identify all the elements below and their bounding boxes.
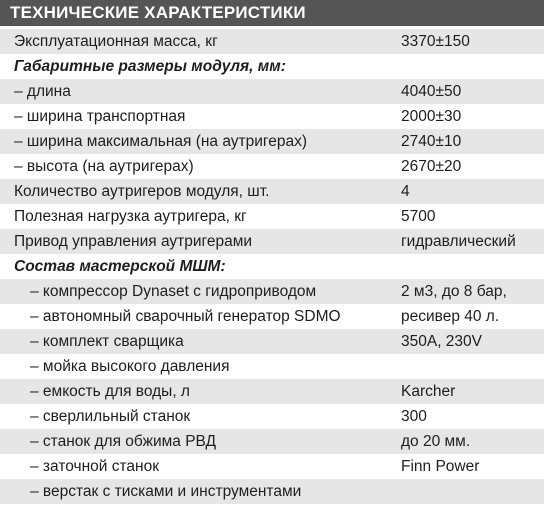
row-value: 300 [401, 408, 427, 425]
row-value: 2670±20 [401, 158, 462, 175]
row-label: – компрессор Dynaset с гидроприводом [30, 283, 317, 300]
row-value: Finn Power [401, 458, 480, 475]
row-label: – высота (на аутригерах) [14, 158, 194, 175]
table-row [0, 329, 544, 354]
table-row [0, 204, 544, 229]
row-label: Полезная нагрузка аутригера, кг [14, 208, 247, 225]
section-heading [0, 54, 544, 79]
row-value: гидравлический [401, 233, 516, 250]
table-header: ТЕХНИЧЕСКИЕ ХАРАКТЕРИСТИКИ [0, 0, 544, 26]
table-row [0, 29, 544, 54]
table-row [0, 429, 544, 454]
table-row [0, 79, 544, 104]
row-label: – автономный сварочный генератор SDMO [30, 308, 341, 325]
row-label: – верстак с тисками и инструментами [30, 483, 302, 500]
row-label: – ширина транспортная [14, 108, 186, 125]
row-label: – мойка высокого давления [30, 358, 230, 375]
table-row [0, 304, 544, 329]
row-value: 3370±150 [401, 33, 470, 50]
table-row [0, 229, 544, 254]
table-row [0, 379, 544, 404]
table-row [0, 479, 544, 504]
row-label: Привод управления аутригерами [14, 233, 253, 250]
table-row [0, 129, 544, 154]
row-value: 2740±10 [401, 133, 462, 150]
section-heading [0, 254, 544, 279]
table-row [0, 279, 544, 304]
row-label: – длина [14, 83, 71, 100]
row-value: ресивер 40 л. [401, 308, 500, 325]
section-title: Состав мастерской МШМ: [14, 258, 226, 275]
table-row [0, 354, 544, 379]
row-label: – комплект сварщика [30, 333, 184, 350]
table-row [0, 179, 544, 204]
table-row [0, 154, 544, 179]
row-label: – заточной станок [30, 458, 159, 475]
table-row [0, 454, 544, 479]
row-label: – ширина максимальная (на аутригерах) [14, 133, 308, 150]
table-row [0, 404, 544, 429]
row-value: 2000±30 [401, 108, 462, 125]
row-label: Количество аутригеров модуля, шт. [14, 183, 270, 200]
section-title: Габаритные размеры модуля, мм: [14, 58, 286, 75]
row-value: 4 [401, 183, 410, 200]
row-label: – станок для обжима РВД [30, 433, 217, 450]
row-label: – сверлильный станок [30, 408, 191, 425]
row-label: Эксплуатационная масса, кг [14, 33, 218, 50]
row-value: 350А, 230V [401, 333, 483, 350]
row-value: 2 м3, до 8 бар, [401, 283, 507, 300]
row-value: 5700 [401, 208, 436, 225]
table-row [0, 104, 544, 129]
row-label: – емкость для воды, л [30, 383, 190, 400]
row-value: Karcher [401, 383, 456, 400]
row-value: 4040±50 [401, 83, 462, 100]
row-value: до 20 мм. [401, 433, 471, 450]
